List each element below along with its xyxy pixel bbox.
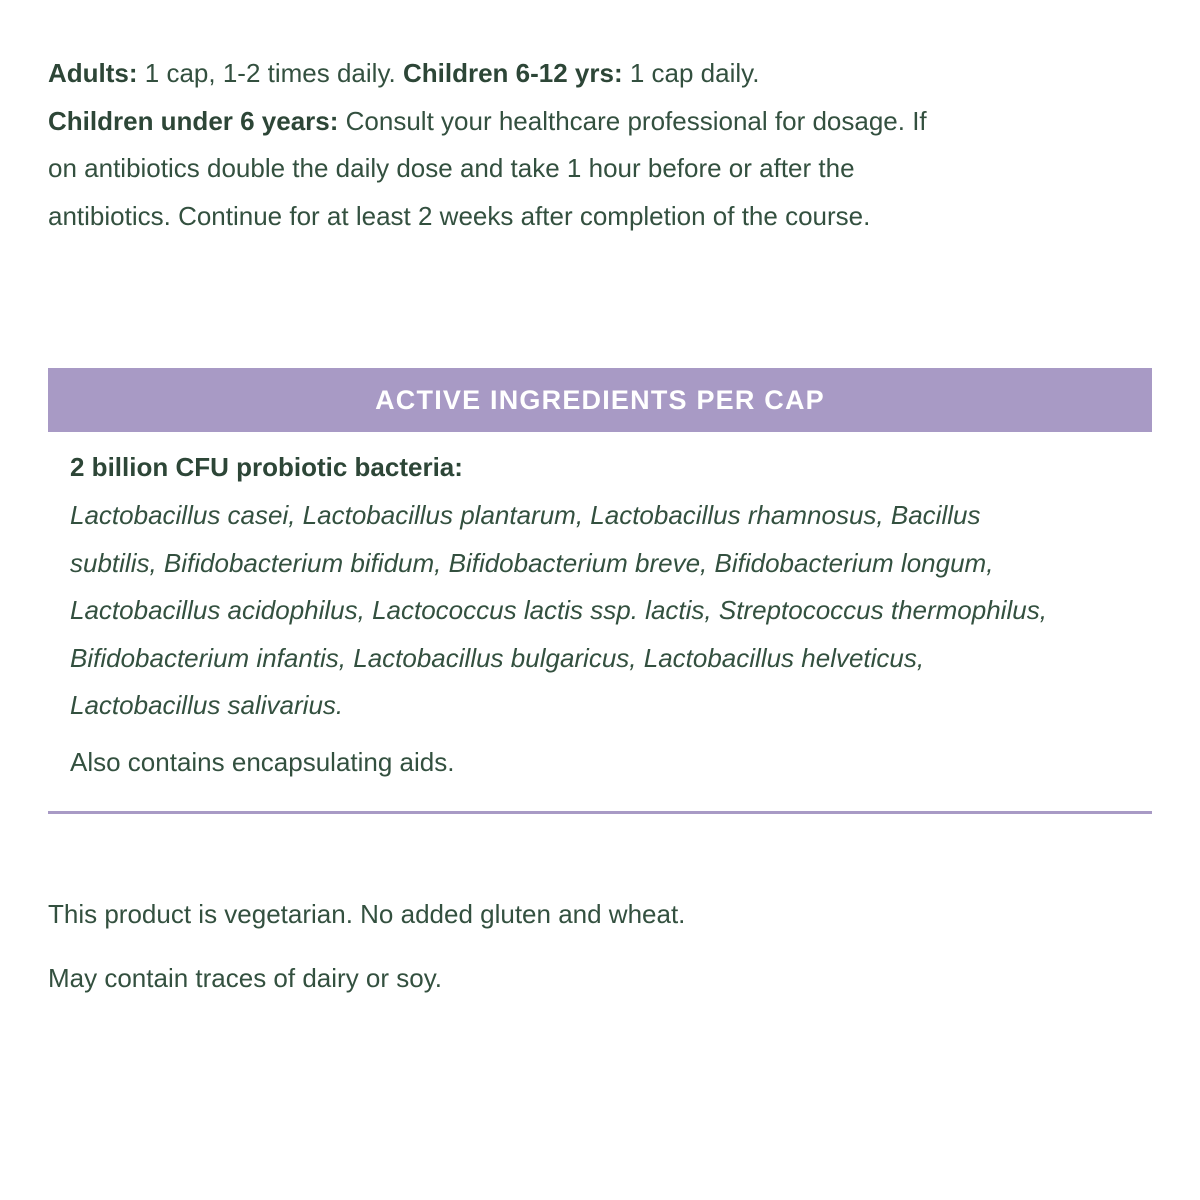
active-ingredients-header: ACTIVE INGREDIENTS PER CAP bbox=[48, 368, 1152, 432]
under6-text: Consult your healthcare professional for dosage. If on antibiotics double the daily dose and take 1 hour before or after the antibiotics. Continue for at least 2 weeks after completion of the course. bbox=[48, 105, 927, 231]
active-ingredients-body bbox=[48, 432, 1152, 782]
under6-label: Children under 6 years: bbox=[48, 105, 339, 136]
children-text: 1 cap daily. bbox=[622, 58, 760, 88]
vegetarian-note: This product is vegetarian. No added gluten and wheat. bbox=[48, 899, 686, 929]
children-label: Children 6-12 yrs: bbox=[402, 58, 623, 88]
strain-list: Lactobacillus casei, Lactobacillus plantarum, Lactobacillus rhamnosus, Bacillus subtilis, Bifidobacterium bifidum, Bifidobacterium breve, Bifidobacterium longum, Lactobacillus acidophilus, Lactococcus lactis ssp. lactis, Streptococcus thermophilus, Bifidobacterium infantis, Lactobacillus bulgaricus, Lactobacillus helveticus, Lactobacillus salivarius. bbox=[70, 500, 1047, 720]
allergen-note: May contain traces of dairy or soy. bbox=[48, 963, 443, 993]
panel-divider bbox=[48, 811, 1152, 814]
dosage-instructions bbox=[48, 50, 928, 240]
encapsulating-aids-note: Also contains encapsulating aids. bbox=[70, 746, 455, 777]
cfu-count: 2 billion CFU probiotic bacteria: bbox=[70, 452, 463, 482]
adults-label: Adults: bbox=[48, 58, 138, 88]
active-ingredients-panel bbox=[48, 368, 1152, 782]
adults-text: 1 cap, 1-2 times daily. bbox=[137, 58, 403, 88]
product-notes bbox=[48, 893, 685, 1021]
